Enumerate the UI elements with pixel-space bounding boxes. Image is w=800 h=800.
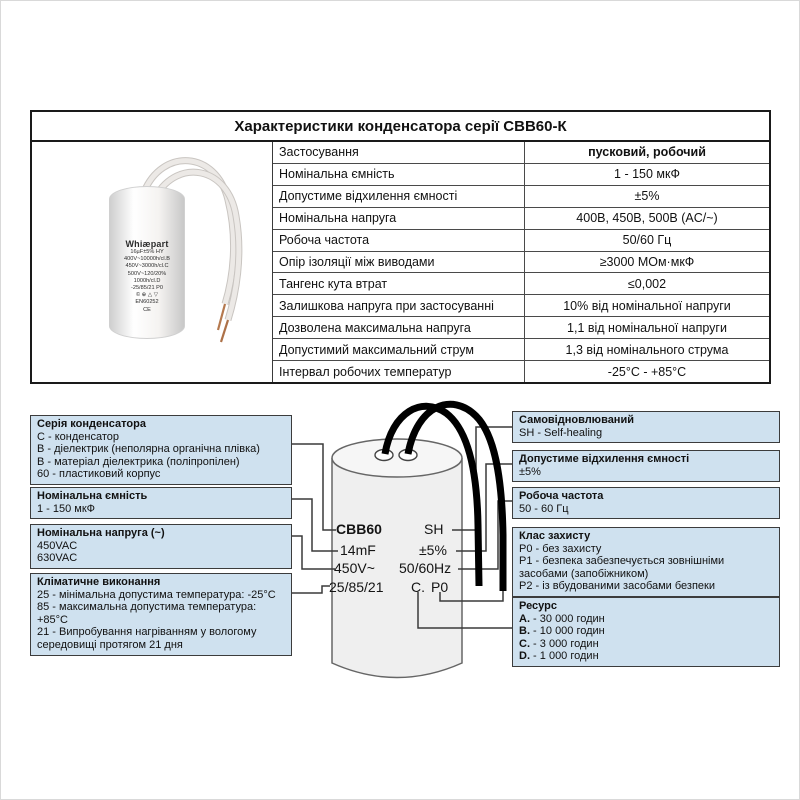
- callout-box-capacitance: [30, 487, 292, 519]
- callout-line: 60 - пластиковий корпус: [37, 468, 161, 481]
- callout-lines: [519, 543, 773, 593]
- callout-lines: [519, 427, 773, 440]
- callout-title: Клас захисту: [519, 530, 591, 542]
- callout-line: P2 - із вбудованими засобами безпеки: [519, 580, 716, 593]
- marking-frequency: 50/60Hz: [399, 560, 452, 576]
- marking-resource: C.: [411, 579, 425, 595]
- brand-logo: Whiæpart: [125, 239, 169, 249]
- table-title: Характеристики конденсатора серії CBB60-К: [32, 112, 769, 142]
- callout-title: Самовідновлюваний: [519, 414, 634, 426]
- callout-line: 21 - Випробування нагріванням у вологому середовищі протягом 21 дня: [37, 626, 257, 651]
- callout-title: Кліматичне виконання: [37, 576, 161, 588]
- callout-line: ±5%: [519, 465, 541, 478]
- photo-label-line: 400V~10000h/cl.B: [124, 256, 170, 263]
- property-cell: Номінальна напруга: [273, 208, 525, 229]
- callout-box-series: [30, 415, 292, 485]
- property-cell: Залишкова напруга при застосуванні: [273, 295, 525, 316]
- callout-lines: [37, 431, 285, 481]
- property-cell: Застосування: [273, 142, 525, 163]
- marking-voltage: 450V~: [334, 560, 375, 576]
- callout-line: A. - 30 000 годин: [519, 612, 605, 625]
- callout-lines: [37, 503, 285, 516]
- callout-box-resource: [512, 597, 780, 667]
- callout-line: 25 - мінімальна допустима температура: -25°C: [37, 588, 276, 601]
- callout-line: P0 - без захисту: [519, 542, 602, 555]
- value-cell: 400В, 450В, 500В (AC/~): [576, 211, 718, 226]
- connector-tolerance: [456, 464, 512, 551]
- callout-line: 85 - максимальна допустима температура: +85°C: [37, 601, 257, 626]
- photo-label-line: © ⊕ △ ▽: [135, 292, 159, 299]
- callout-box-climate: [30, 573, 292, 656]
- value-cell: ±5%: [634, 189, 660, 204]
- connector-voltage: [292, 536, 335, 569]
- value-cell: 1,3 від номінального струма: [565, 342, 729, 357]
- value-cell: 10% від номінальної напруги: [563, 298, 731, 313]
- callout-line: 1 - 150 мкФ: [37, 502, 96, 515]
- value-cell: пусковий, робочий: [588, 145, 706, 160]
- capacitor-cylinder-top: [332, 439, 462, 477]
- callout-title: Серія конденсатора: [37, 418, 146, 430]
- callout-title: Робоча частота: [519, 490, 604, 502]
- callout-lines: [519, 503, 773, 516]
- marking-tolerance: ±5%: [419, 542, 447, 558]
- callout-line: SH - Self-healing: [519, 426, 603, 439]
- marking-capacitance: 14mF: [340, 542, 376, 558]
- callout-line: C. - 3 000 годин: [519, 637, 599, 650]
- callout-line: 630VAC: [37, 552, 78, 565]
- callout-title: Номінальна ємність: [37, 490, 148, 502]
- photo-label-line: 16µF±5% HY: [130, 249, 164, 255]
- callout-line: B. - 10 000 годин: [519, 625, 605, 638]
- photo-label-line: 1000h/cl.D: [133, 277, 161, 284]
- value-cell: 50/60 Гц: [622, 233, 672, 248]
- callout-box-voltage: [30, 524, 292, 569]
- marking-protection: P0: [431, 579, 449, 595]
- connector-climate: [292, 586, 330, 593]
- callout-lines: [37, 540, 285, 565]
- terminal-hole-right: [399, 450, 417, 461]
- callout-lines: [519, 613, 773, 663]
- callout-box-frequency: [512, 487, 780, 519]
- value-cell: ≥3000 МОм·мкФ: [599, 254, 695, 269]
- callout-line: P1 - безпека забезпечується зовнішніми засобами (запобіжником): [519, 555, 725, 580]
- callout-box-protection-class: [512, 527, 780, 597]
- callout-line: C - конденсатор: [37, 430, 119, 443]
- property-cell: Інтервал робочих температур: [273, 361, 525, 382]
- marking-self-healing: SH: [424, 521, 444, 537]
- property-cell: Номінальна ємність: [273, 164, 525, 185]
- property-cell: Допустиме відхилення ємності: [273, 186, 525, 207]
- callout-line: B - діелектрик (неполярна органічна плівка): [37, 443, 260, 456]
- terminal-hole-left: [375, 450, 393, 461]
- callout-box-tolerance: [512, 450, 780, 482]
- property-cell: Дозволена максимальна напруга: [273, 317, 525, 338]
- callout-line: 50 - 60 Гц: [519, 502, 569, 515]
- callout-line: D. - 1 000 годин: [519, 650, 599, 663]
- value-cell: 1 - 150 мкФ: [614, 167, 680, 182]
- marking-climate: 25/85/21: [329, 579, 384, 595]
- callout-lines: [37, 589, 285, 652]
- photo-label-line: CE: [143, 306, 151, 313]
- value-cell: ≤0,002: [627, 276, 667, 291]
- callout-box-self-healing: [512, 411, 780, 443]
- property-cell: Допустимий максимальний струм: [273, 339, 525, 360]
- photo-label-line: 500V~120/20%: [127, 270, 167, 277]
- callout-title: Номінальна напруга (~): [37, 527, 165, 539]
- property-cell: Опір ізоляції між виводами: [273, 252, 525, 273]
- callout-line: 450VAC: [37, 539, 78, 552]
- photo-label-line: -25/85/21 P0: [130, 285, 164, 292]
- callout-line: B - матеріал діелектрика (поліпропілен): [37, 455, 240, 468]
- photo-label-line: 450V~3000h/cl.C: [125, 263, 169, 270]
- callout-title: Допустиме відхилення ємності: [519, 453, 690, 465]
- connector-series: [292, 444, 336, 530]
- callout-lines: [519, 466, 773, 479]
- value-cell: -25°C - +85°C: [607, 364, 687, 379]
- value-cell: 1,1 від номінальної напруги: [567, 320, 727, 335]
- property-cell: Тангенс кута втрат: [273, 273, 525, 294]
- photo-label-line: EN60252: [135, 299, 159, 306]
- connector-capacitance: [292, 499, 338, 551]
- callout-title: Ресурс: [519, 600, 557, 612]
- marking-series: CBB60: [336, 521, 382, 537]
- connector-frequency: [458, 501, 512, 569]
- property-cell: Робоча частота: [273, 230, 525, 251]
